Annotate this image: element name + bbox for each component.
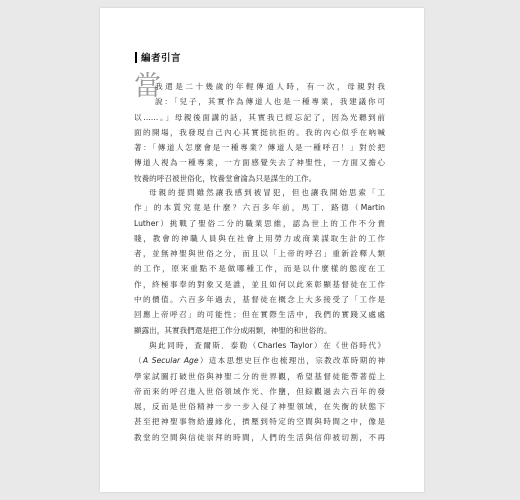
section-title: 編者引言 bbox=[141, 53, 182, 64]
paragraph-2 bbox=[134, 185, 385, 338]
heading-marker-bar bbox=[135, 52, 137, 63]
paragraph-1-line: 我還是二十幾歲的年輕傳道人時，有一次，母親對我 bbox=[155, 82, 385, 91]
paragraph-2-line: 顯露出，其實我們還是把工作分成兩類，神聖的和世俗的。 bbox=[134, 325, 332, 335]
paragraph-2-line: 母親的提問雖然讓我感到被冒犯，但也讓我開始思索「工 bbox=[149, 188, 385, 197]
paragraph-3-line: 甚至把神聖事物給邊緣化，擠壓到特定的空間與時間之中，像是 bbox=[134, 417, 385, 427]
paragraph-2-line: Luther）挑戰了聖俗二分的職業思維，認為世上的工作不分貴 bbox=[134, 218, 385, 228]
paragraph-3-line: 與此同時，查爾斯．泰勒（Charles Taylor）在《世俗時代》 bbox=[149, 341, 385, 350]
paragraph-1-line: 說：「兒子，其實作為傳道人也是一種專業，我建議你可 bbox=[155, 97, 385, 107]
paragraph-2-line: 者，並無神聖與世俗之分，而且以「上帝的呼召」重新詮釋人類 bbox=[134, 249, 385, 259]
paragraph-2-line: 中的價值。六百多年過去，基督徒在概念上大多接受了「工作是 bbox=[134, 295, 385, 305]
book-title-italic: A Secular Age bbox=[142, 356, 199, 366]
paragraph-1-line: 著：「傳道人怎麼會是一種專業？傳道人是一種呼召！」對於把 bbox=[134, 143, 385, 153]
drop-cap: 當 bbox=[134, 71, 161, 102]
paragraph-3-line: 教堂的空間與信徒崇拜的時間，人們的生活與信仰被切割，不再 bbox=[134, 432, 385, 442]
paragraph-2-line: 賤，教會的神職人員與在社會上用勞力或商業謀取生計的工作 bbox=[134, 233, 385, 243]
section-heading bbox=[135, 50, 181, 64]
paragraph-3-line: （A Secular Age）這本思想史巨作也梳理出，宗教改革時期的神 bbox=[134, 356, 386, 366]
paragraph-2-line: 回應上帝呼召」的可能性；但在實際生活中，我們的實踐又處處 bbox=[134, 310, 385, 320]
paragraph-2-line: 作，終極事奉的對象又是誰，並且如何以此來彰顯基督徒在工作 bbox=[134, 279, 385, 289]
paragraph-1-line: 牧養的呼召被世俗化，牧養堂會淪為只是謀生的工作。 bbox=[134, 173, 317, 183]
paragraph-1-line: 面的開場，我發現自己內心其實挺抗拒的。我的內心似乎在吶喊 bbox=[134, 127, 385, 137]
paragraph-3-line: 學家試圖打破世俗與神聖二分的世界觀，希望基督徒能帶著從上 bbox=[134, 371, 385, 381]
paragraph-3-line: 帝而來的呼召進入世俗領域作光、作鹽，但綜觀過去六百年的發 bbox=[134, 386, 385, 396]
paragraph-1-line: 以……。」母親後面講的話，其實我已經忘記了，因為光聽到前 bbox=[134, 112, 385, 122]
paragraph-1 bbox=[134, 79, 385, 186]
paragraph-3-line: 展，反而是世俗精神一步一步入侵了神聖領域，在失衡的狀態下 bbox=[134, 402, 385, 412]
paragraph-1-line: 傳道人視為一種專業，一方面感覺失去了神聖性，一方面又擔心 bbox=[134, 158, 385, 168]
paragraph-2-line: 的工作，原來重點不是做哪種工作，而是以什麼樣的態度在工 bbox=[134, 264, 385, 274]
paragraph-3-line-rest: ）這本思想史巨作也梳理出，宗教改革時期的神 bbox=[198, 356, 386, 366]
paragraph-3 bbox=[134, 338, 385, 445]
paragraph-2-line: 作」的本質究竟是什麼？六百多年前，馬丁．路德（Martin bbox=[134, 203, 385, 213]
